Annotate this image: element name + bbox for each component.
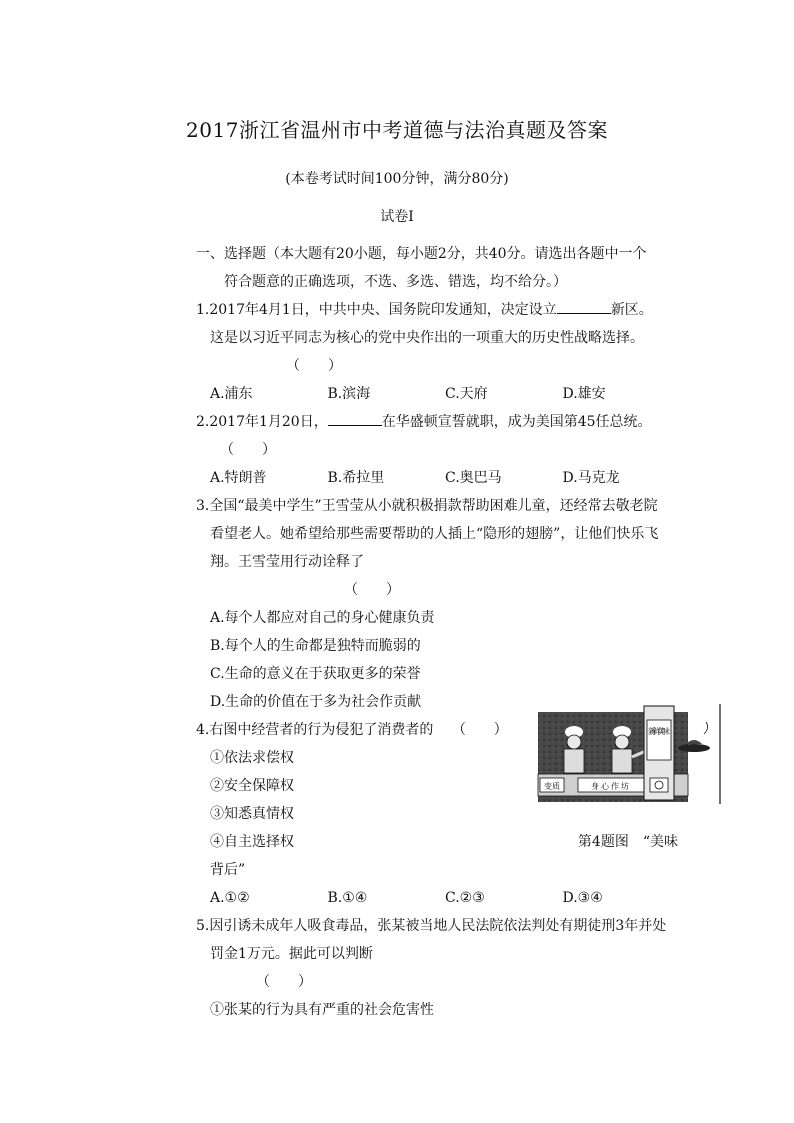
page-title: 2017浙江省温州市中考道德与法治真题及答案 xyxy=(186,118,608,142)
fresh-sign-text: 新鲜美味 xyxy=(648,727,670,736)
question-1-line1 xyxy=(196,296,680,324)
questions-area xyxy=(196,240,680,1024)
figure-caption-cont: 背后” xyxy=(210,862,246,878)
option-a: A.浦东 xyxy=(210,386,253,402)
option-c: C.天府 xyxy=(445,386,488,402)
question-4-item-3: ③知悉真情权 xyxy=(210,806,294,822)
spoiled-label: 变质 xyxy=(544,782,560,791)
option-d: D.雄安 xyxy=(562,386,606,402)
question-1-options xyxy=(196,380,680,408)
question-3-line3: 翔。王雪莹用行动诠释了 xyxy=(210,554,364,570)
food-plate xyxy=(678,744,710,752)
option-a: A.①② xyxy=(210,890,250,906)
workshop-banner-text: 身心作坊 xyxy=(591,782,631,791)
question-5-line1: 5.因引诱未成年人吸食毒品，张某被当地人民法院依法判处有期徒刑3年并处 xyxy=(196,918,667,934)
question-2-options xyxy=(196,464,680,492)
question-2-text-a: 2.2017年1月20日， xyxy=(196,414,328,430)
question-4-options xyxy=(196,884,680,912)
question-3-line1: 3.全国“最美中学生”王雪莹从小就积极捐款帮助困难儿童，还经常去敬老院 xyxy=(196,498,658,514)
question-4-paren: （ ） xyxy=(451,722,508,738)
option-b: B.①④ xyxy=(327,890,368,906)
question-1-text-a: 1.2017年4月1日，中共中央、国务院印发通知，决定设立 xyxy=(196,302,557,318)
option-c: C.②③ xyxy=(445,890,485,906)
question-5-line2: 罚金1万元。据此可以判断 xyxy=(210,946,373,962)
answer-blank xyxy=(557,297,611,314)
question-3-option-c: C.生命的意义在于获取更多的荣誉 xyxy=(210,666,421,682)
option-b: B.希拉里 xyxy=(327,470,385,486)
question-4-item-4-row xyxy=(196,828,680,856)
option-b: B.滨海 xyxy=(327,386,371,402)
question-2-paren: （ ） xyxy=(220,442,276,458)
option-c: C.奥巴马 xyxy=(445,470,502,486)
question-5-item-1: ①张某的行为具有严重的社会危害性 xyxy=(210,1002,434,1018)
option-d: D.马克龙 xyxy=(562,470,620,486)
food-item xyxy=(686,740,702,744)
figure-caption: 第4题图 “美味 xyxy=(577,834,678,850)
question-5-paren: （ ） xyxy=(256,974,312,990)
question-4-text: 4.右图中经营者的行为侵犯了消费者的 xyxy=(196,722,434,738)
cartoon-figure xyxy=(536,702,722,806)
question-4 xyxy=(196,716,680,884)
question-4-item-2: ②安全保障权 xyxy=(210,778,294,794)
question-2-line1 xyxy=(196,408,680,436)
question-4-item-4: ④自主选择权 xyxy=(210,834,294,850)
question-3-option-d: D.生命的价值在于多为社会作贡献 xyxy=(210,694,422,710)
window-box xyxy=(650,778,668,792)
question-3-option-a: A.每个人都应对自己的身心健康负责 xyxy=(210,610,435,626)
question-3-paren: （ ） xyxy=(344,582,400,598)
question-3-line2: 看望老人。她希望给那些需要帮助的人插上“隐形的翅膀”，让他们快乐飞 xyxy=(210,526,659,542)
option-d: D.③④ xyxy=(562,890,603,906)
paper-label: 试卷Ⅰ xyxy=(380,209,414,225)
section-instructions-line2: 符合题意的正确选项，不选、多选、错选，均不给分。） xyxy=(224,274,567,290)
question-4-item-1: ①依法求偿权 xyxy=(210,750,294,766)
question-3-option-b: B.每个人的生命都是独特而脆弱的 xyxy=(210,638,421,654)
answer-blank xyxy=(328,409,382,426)
question-1-text-b: 新区。 xyxy=(610,302,653,318)
exam-info: (本卷考试时间100分钟，满分80分) xyxy=(285,171,509,187)
question-1-paren: （ ） xyxy=(286,358,342,374)
fresh-sign xyxy=(647,720,671,760)
section-instructions-line1: 一、选择题（本大题有20小题，每小题2分，共40分。请选出各题中一个 xyxy=(196,246,647,262)
question-1-line2: 这是以习近平同志为核心的党中央作出的一项重大的历史性战略选择。 xyxy=(210,330,644,346)
question-2-text-b: 在华盛顿宣誓就职，成为美国第45任总统。 xyxy=(381,414,652,430)
option-a: A.特朗普 xyxy=(210,470,267,486)
chef-figure-left xyxy=(564,726,584,773)
steam-line xyxy=(704,722,708,734)
